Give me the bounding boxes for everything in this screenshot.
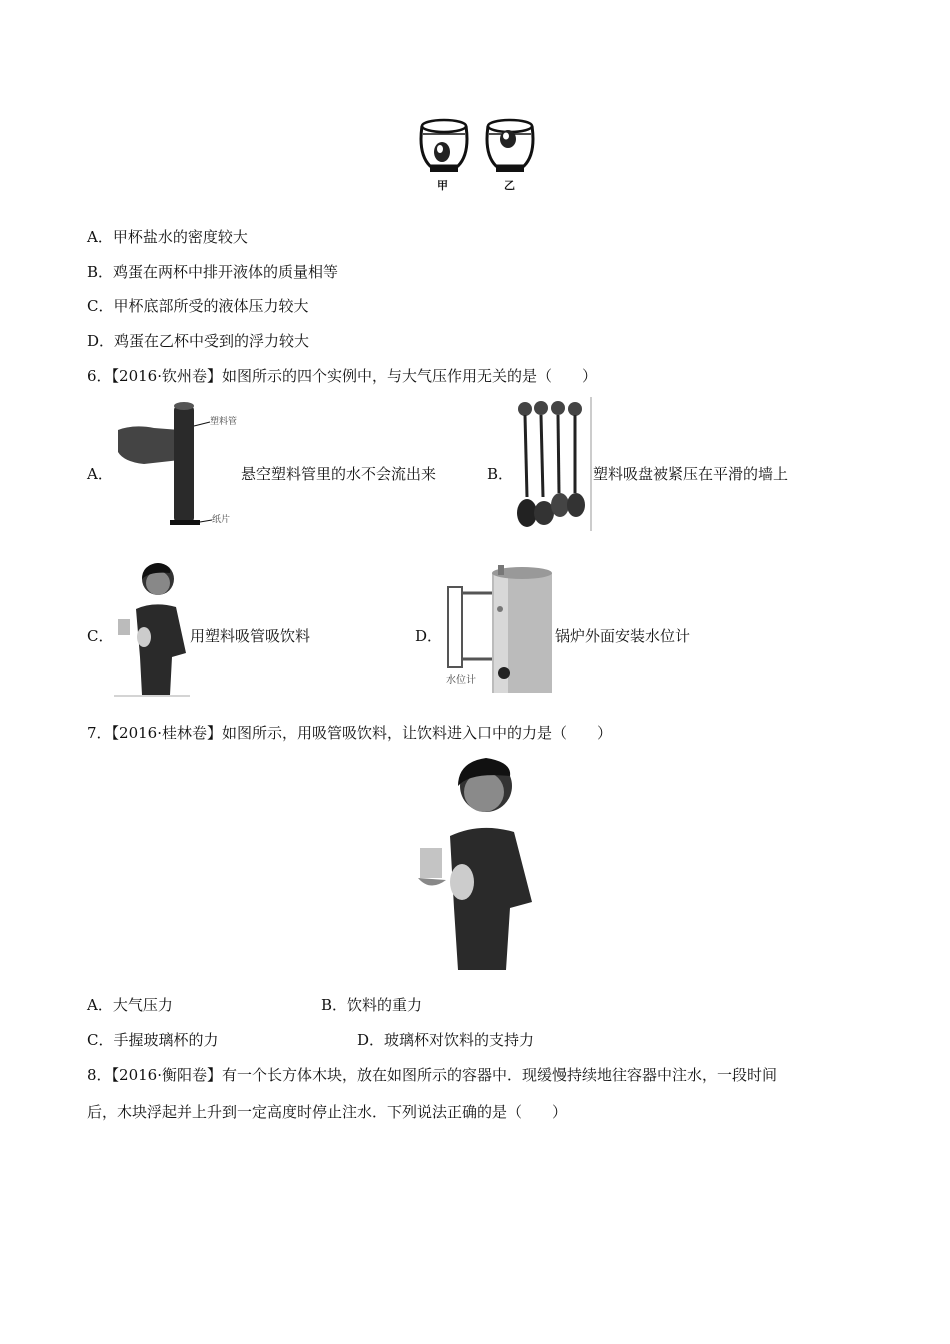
q5-option-a: A．甲杯盐水的密度较大	[87, 228, 248, 246]
q6-option-b-letter: B．	[487, 465, 514, 483]
label-plastic-tube: 塑料管	[210, 417, 238, 427]
cup-jia	[421, 120, 467, 172]
q6-option-a-letter: A．	[87, 465, 113, 483]
q7-option-d: D．玻璃杯对饮料的支持力	[357, 1031, 535, 1049]
label-paper-slip: 纸片	[212, 515, 231, 525]
cup-yi	[487, 120, 533, 172]
q8-stem-line2: 后，木块浮起并上升到一定高度时停止注水．下列说法正确的是（ ）	[87, 1103, 568, 1121]
q5-option-d: D．鸡蛋在乙杯中受到的浮力较大	[87, 332, 310, 350]
q8-stem-line1: 8．【2016·衡阳卷】有一个长方体木块，放在如图所示的容器中．现缓慢持续地往容器中注水，一段时间	[87, 1066, 777, 1084]
q6-option-b-text: 塑料吸盘被紧压在平滑的墙上	[593, 465, 789, 483]
q6-option-d-text: 锅炉外面安装水位计	[555, 627, 691, 645]
q6-option-c-letter: C．	[87, 627, 114, 645]
boiler-water-gauge-figure	[442, 563, 556, 697]
label-water-gauge: 水位计	[446, 675, 476, 686]
q5-option-c: C．甲杯底部所受的液体压力较大	[87, 297, 309, 315]
q7-stem: 7．【2016·桂林卷】如图所示，用吸管吸饮料，让饮料进入口中的力是（ ）	[87, 724, 612, 742]
egg-cups-figure	[412, 114, 540, 198]
q6-stem: 6．【2016·钦州卷】如图所示的四个实例中，与大气压作用无关的是（ ）	[87, 367, 597, 385]
q6-option-d-letter: D．	[415, 627, 443, 645]
q7-option-a: A．大气压力	[87, 996, 173, 1014]
figure-label-jia: 甲	[437, 179, 448, 192]
q6-option-c-text: 用塑料吸管吸饮料	[190, 627, 311, 645]
q7-option-b: B．饮料的重力	[321, 996, 423, 1014]
suction-cups-figure	[513, 397, 593, 531]
boy-straw-large-figure	[414, 752, 536, 972]
figure-label-yi: 乙	[504, 179, 515, 192]
q5-option-b: B．鸡蛋在两杯中排开液体的质量相等	[87, 263, 339, 281]
boy-straw-small-figure	[114, 557, 190, 697]
q6-option-a-text: 悬空塑料管里的水不会流出来	[241, 465, 437, 483]
hanging-tube-figure	[114, 400, 242, 530]
q7-option-c: C．手握玻璃杯的力	[87, 1031, 219, 1049]
